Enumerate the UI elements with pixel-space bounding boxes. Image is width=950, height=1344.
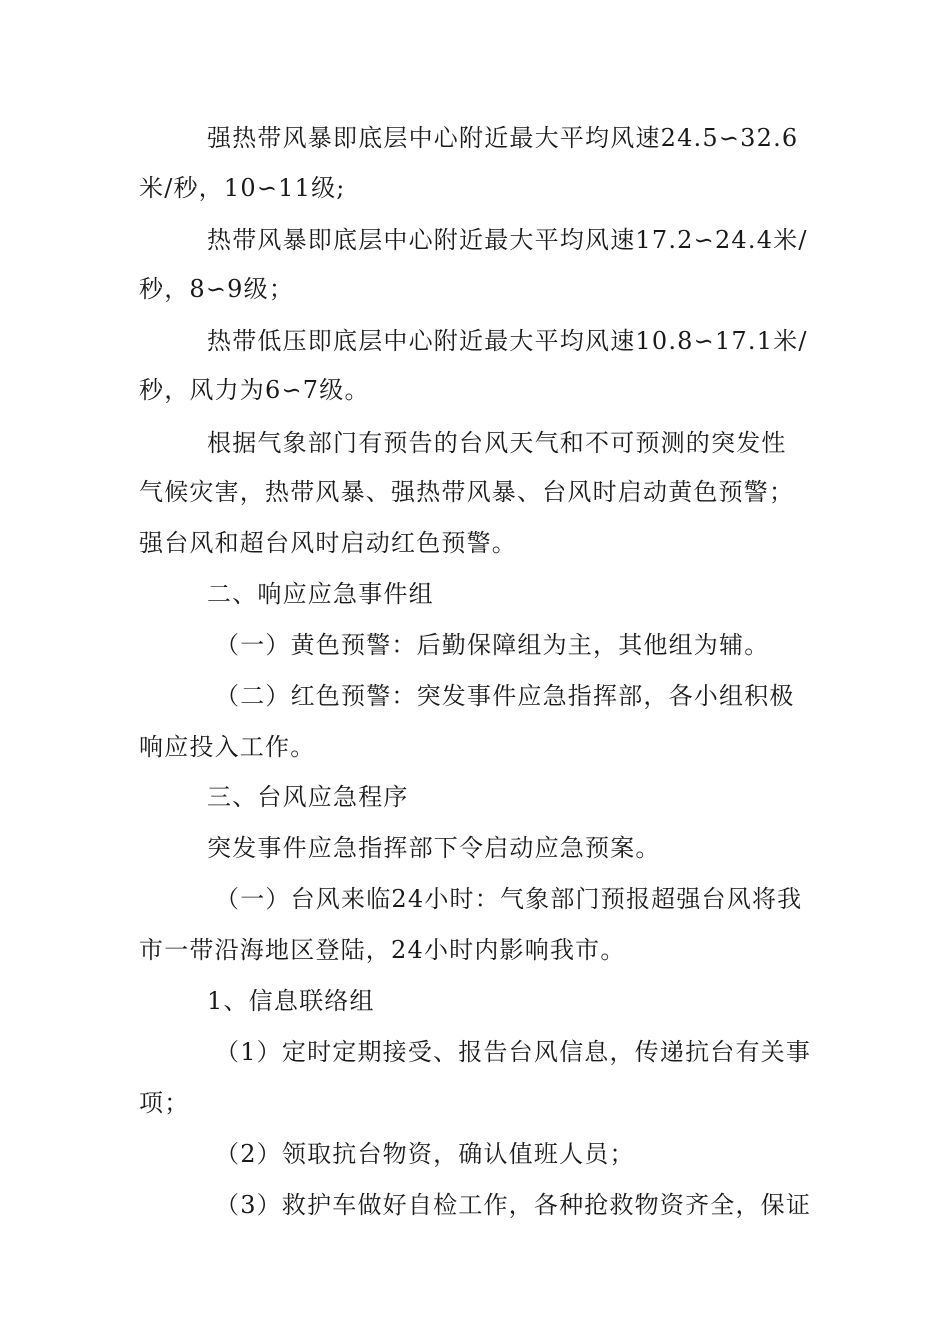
paragraph-line-21: （2）领取抗台物资，确认值班人员； bbox=[215, 1140, 635, 1168]
paragraph-line-9: 强台风和超台风时启动红色预警。 bbox=[139, 529, 517, 557]
paragraph-line-15: 突发事件应急指挥部下令启动应急预案。 bbox=[207, 834, 661, 862]
paragraph-line-7: 根据气象部门有预告的台风天气和不可预测的突发性 bbox=[207, 429, 787, 457]
paragraph-line-2: 米/秒，10∽11级; bbox=[139, 174, 346, 202]
subsection-heading-1: 1、信息联络组 bbox=[207, 987, 375, 1015]
paragraph-line-17: 市一带沿海地区登陆，24小时内影响我市。 bbox=[139, 936, 626, 964]
paragraph-line-19: （1）定时定期接受、报告台风信息，传递抗台有关事 bbox=[215, 1038, 812, 1066]
paragraph-line-13: 响应投入工作。 bbox=[139, 733, 316, 761]
paragraph-line-8: 气候灾害，热带风暴、强热带风暴、台风时启动黄色预警； bbox=[139, 478, 795, 506]
paragraph-line-1: 强热带风暴即底层中心附近最大平均风速24.5∽32.6 bbox=[207, 124, 799, 152]
section-heading-3: 三、台风应急程序 bbox=[207, 783, 409, 811]
paragraph-line-4: 秒，8∽9级； bbox=[139, 275, 295, 303]
paragraph-line-3: 热带风暴即底层中心附近最大平均风速17.2∽24.4米/ bbox=[207, 226, 808, 254]
paragraph-line-20: 项； bbox=[139, 1089, 190, 1117]
section-heading-2: 二、响应应急事件组 bbox=[207, 580, 434, 608]
paragraph-line-6: 秒，风力为6∽7级。 bbox=[139, 376, 370, 404]
paragraph-line-5: 热带低压即底层中心附近最大平均风速10.8∽17.1米/ bbox=[207, 327, 808, 355]
paragraph-line-11: （一）黄色预警：后勤保障组为主，其他组为辅。 bbox=[215, 631, 770, 659]
paragraph-line-22: （3）救护车做好自检工作，各种抢救物资齐全，保证 bbox=[215, 1191, 812, 1219]
paragraph-line-16: （一）台风来临24小时：气象部门预报超强台风将我 bbox=[215, 885, 803, 913]
paragraph-line-12: （二）红色预警：突发事件应急指挥部，各小组积极 bbox=[215, 682, 795, 710]
